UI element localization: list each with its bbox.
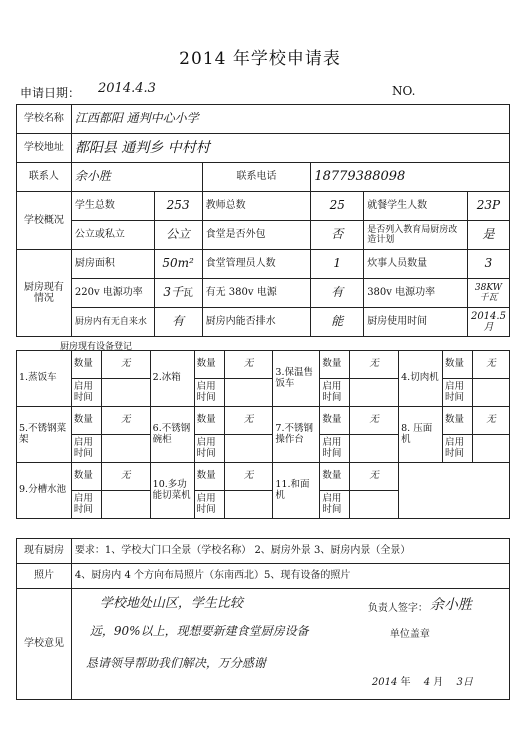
seal-label: 单位盖章 (389, 629, 430, 640)
time-label: 启用时间 (71, 491, 101, 519)
time-label: 启用时间 (194, 435, 224, 463)
qty-label: 数量 (194, 407, 224, 435)
power220-value: 3千 (163, 285, 183, 300)
time-label: 启用时间 (443, 435, 473, 463)
managers-value: 1 (311, 250, 364, 279)
qty-label: 数量 (71, 463, 101, 491)
opinion-cell (71, 589, 509, 700)
qty-label: 数量 (443, 351, 473, 379)
sign-month: 4 (423, 677, 431, 688)
equipment-qty: 无 (350, 407, 399, 435)
sign-day: 3日 (456, 677, 473, 688)
teachers-label: 教师总数 (202, 192, 311, 221)
phone-label: 联系电话 (202, 163, 311, 192)
sign-month-suffix: 月 (433, 677, 444, 688)
overview-label: 学校概况 (17, 192, 72, 250)
area-label: 厨房面积 (71, 250, 154, 279)
equipment-name: 6.不锈钢碗柜 (150, 407, 194, 463)
contact-label: 联系人 (17, 163, 72, 192)
equipment-qty: 无 (101, 407, 150, 435)
phone-value: 18779388098 (311, 163, 510, 192)
page-title: 2014 年学校申请表 (179, 49, 341, 69)
time-label: 启用时间 (320, 491, 350, 519)
equipment-name: 10.多功能切菜机 (150, 463, 194, 519)
public-label: 公立或私立 (71, 221, 154, 250)
cooks-value: 3 (467, 250, 509, 279)
equipment-qty: 无 (350, 351, 399, 379)
dining-label: 就餐学生人数 (364, 192, 468, 221)
time-label: 启用时间 (443, 379, 473, 407)
managers-label: 食堂管理员人数 (202, 250, 311, 279)
kitchen-time-value: 2014.5月 (467, 308, 509, 337)
equipment-name: 11.和面机 (273, 463, 320, 519)
water-label: 厨房内有无自来水 (71, 308, 154, 337)
equipment-name: 8. 压面机 (399, 407, 443, 463)
school-addr-value: 都阳县 通判乡 中村村 (71, 134, 509, 163)
equipment-qty: 无 (101, 463, 150, 491)
outsourced-value: 否 (311, 221, 364, 250)
students-value: 253 (154, 192, 202, 221)
sign-year: 2014 (371, 677, 398, 688)
qty-label: 数量 (194, 351, 224, 379)
qty-label: 数量 (71, 407, 101, 435)
area-value: 50m² (154, 250, 202, 279)
qty-label: 数量 (320, 463, 350, 491)
equipment-qty: 无 (472, 351, 509, 379)
has380-label: 有无 380v 电源 (202, 279, 311, 308)
time-label: 启用时间 (71, 435, 101, 463)
water-value: 有 (154, 308, 202, 337)
drain-value: 能 (311, 308, 364, 337)
sign-year-suffix: 年 (400, 677, 411, 688)
contact-value: 余小胜 (71, 163, 202, 192)
qty-label: 数量 (320, 351, 350, 379)
equipment-qty: 无 (224, 407, 273, 435)
outsourced-label: 食堂是否外包 (202, 221, 311, 250)
equipment-qty: 无 (350, 463, 399, 491)
no-label: NO. (392, 84, 416, 98)
time-label: 启用时间 (71, 379, 101, 407)
power380-label: 380v 电源功率 (364, 279, 468, 308)
apply-date-label: 申请日期： (20, 86, 81, 100)
qty-label: 数量 (443, 407, 473, 435)
power380-value: 38KW千瓦 (467, 279, 509, 308)
kitchen-time-label: 厨房使用时间 (364, 308, 468, 337)
opinion-label: 学校意见 (17, 589, 72, 700)
equipment-name: 9.分槽水池 (17, 463, 72, 519)
school-addr-label: 学校地址 (17, 134, 72, 163)
equipment-name: 7.不锈钢操作台 (273, 407, 320, 463)
has380-value: 有 (311, 279, 364, 308)
equipment-name: 1.蒸饭车 (17, 351, 72, 407)
public-value: 公立 (154, 221, 202, 250)
opinion-line1: 学校地处山区，学生比较 (99, 596, 243, 611)
photos-req-2: 4、厨房内 4 个方向布局照片（东南西北）5、现有设备的照片 (71, 564, 509, 589)
edu-value: 是 (467, 221, 509, 250)
photos-label-1: 现有厨房 (17, 539, 72, 564)
school-info-table (16, 104, 510, 337)
equipment-qty: 无 (224, 463, 273, 491)
dining-value: 23P (467, 192, 509, 221)
opinion-line2: 远，90%以上，现想要新建食堂厨房设备 (89, 624, 309, 638)
qty-label: 数量 (71, 351, 101, 379)
time-label: 启用时间 (194, 491, 224, 519)
cooks-label: 炊事人员数量 (364, 250, 468, 279)
qty-label: 数量 (320, 407, 350, 435)
time-label: 启用时间 (194, 379, 224, 407)
teachers-value: 25 (311, 192, 364, 221)
school-name-label: 学校名称 (17, 105, 72, 134)
time-label: 启用时间 (320, 379, 350, 407)
school-name-value: 江西都阳 通判中心小学 (71, 105, 509, 134)
photos-req-1: 要求：1、学校大门口全景（学校名称） 2、厨房外景 3、厨房内景（全景） (71, 539, 509, 564)
sign-date (372, 677, 473, 689)
opinion-line3: 恳请领导帮助我们解决，万分感谢 (85, 656, 266, 670)
equipment-table (16, 350, 510, 519)
time-label: 启用时间 (320, 435, 350, 463)
equipment-qty: 无 (101, 351, 150, 379)
edu-label: 是否列入教育局厨房改造计划 (364, 221, 468, 250)
equipment-qty: 无 (224, 351, 273, 379)
signer-label: 负责人签字： (367, 603, 428, 614)
apply-date-value: 2014.4.3 (98, 81, 156, 96)
qty-label: 数量 (194, 463, 224, 491)
equipment-name: 3.保温售饭车 (273, 351, 320, 407)
equipment-name: 2.冰箱 (150, 351, 194, 407)
inventory-header: 厨房现有设备登记 (60, 342, 133, 352)
equipment-qty: 无 (472, 407, 509, 435)
equipment-name: 5.不锈钢菜架 (17, 407, 72, 463)
signer-value: 余小胜 (429, 597, 472, 613)
power220-label: 220v 电源功率 (71, 279, 154, 308)
photos-label-2: 照片 (17, 564, 72, 589)
power220-unit: 瓦 (182, 288, 193, 300)
photos-opinion-table (16, 538, 510, 700)
kitchen-label: 厨房现有情况 (17, 250, 72, 337)
equipment-name: 4.切肉机 (399, 351, 443, 407)
drain-label: 厨房内能否排水 (202, 308, 311, 337)
students-label: 学生总数 (71, 192, 154, 221)
